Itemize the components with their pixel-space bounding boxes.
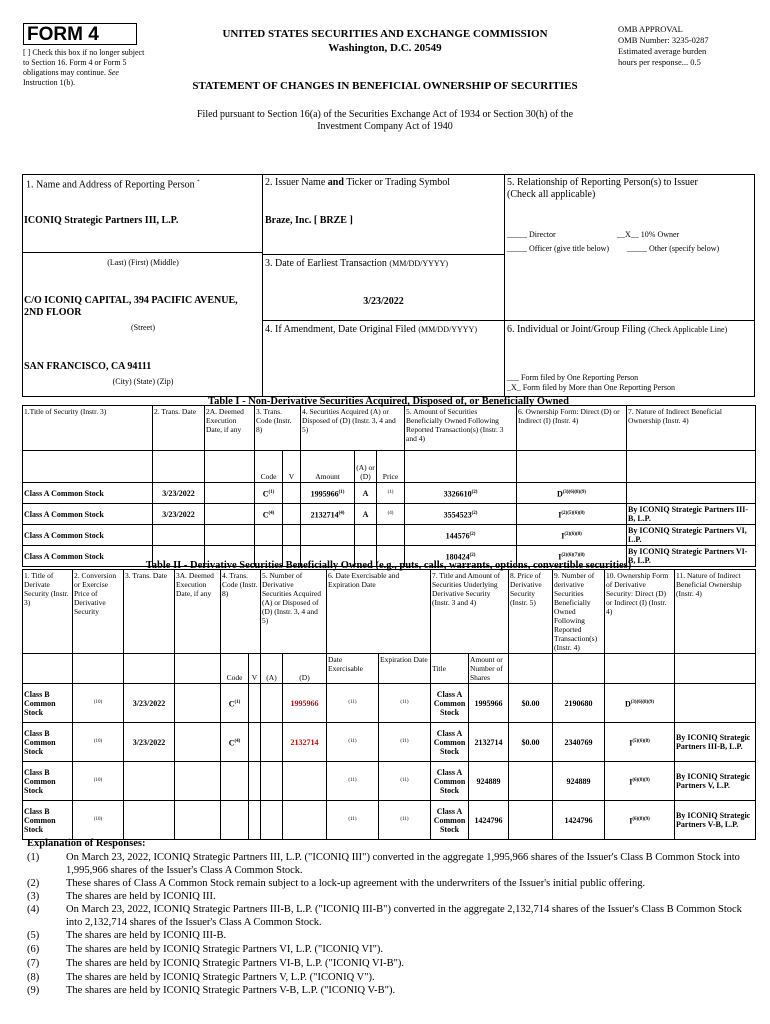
t2-form: $D^{(3)(6)(8)(9)}$ bbox=[605, 684, 675, 723]
t2-form: $I^{(5)(6)(8)}$ bbox=[605, 723, 675, 762]
t1-price: (4) bbox=[377, 504, 405, 525]
t2-exercisable: (11) bbox=[327, 684, 379, 723]
t2-h-number: 5. Number of Derivative Securities Acquired (A) or Disposed of (D) (Instr. 3, 4 and 5) bbox=[261, 570, 327, 654]
t2-code bbox=[221, 762, 249, 801]
officer-checkbox[interactable]: _____ Officer (give title below) bbox=[507, 244, 610, 253]
t1-v bbox=[283, 525, 301, 546]
t2-underlying-shares: 1995966 bbox=[469, 684, 509, 723]
t1-aod: A bbox=[355, 504, 377, 525]
t2-a bbox=[261, 762, 283, 801]
footnote-number: (2) bbox=[27, 878, 40, 889]
t2-form: $I^{(6)(8)(9)}$ bbox=[605, 762, 675, 801]
t1-date: 3/23/2022 bbox=[153, 483, 205, 504]
t2-h-underlying: 7. Title and Amount of Securities Underlying Derivative Security (Instr. 3 and 4) bbox=[431, 570, 509, 654]
t1-aod bbox=[355, 525, 377, 546]
footnote-text: The shares are held by ICONIQ Strategic Partners VI, L.P. ("ICONIQ VI"). bbox=[66, 944, 383, 955]
t1-date bbox=[153, 525, 205, 546]
t1-h-ownership-form: 6. Ownership Form: Direct (D) or Indirect (I) (Instr. 4) bbox=[517, 406, 627, 451]
footnote-text: The shares are held by ICONIQ III. bbox=[66, 891, 216, 902]
t1-h-date: 2. Trans. Date bbox=[153, 406, 205, 451]
t2-h-sub-d: (D) bbox=[283, 654, 327, 684]
footnote-number: (8) bbox=[27, 972, 40, 983]
t2-h-price: 8. Price of Derivative Security (Instr. 5) bbox=[509, 570, 553, 654]
label-issuer: 2. Issuer Name and Ticker or Trading Symbol bbox=[265, 177, 451, 188]
t2-h-nature: 11. Nature of Indirect Beneficial Ownership (Instr. 4) bbox=[675, 570, 756, 654]
t2-nature: By ICONIQ Strategic Partners V-B, L.P. bbox=[675, 801, 756, 840]
t2-price: $0.00 bbox=[509, 684, 553, 723]
t1-h-sub-price: Price bbox=[377, 451, 405, 483]
t2-v bbox=[249, 762, 261, 801]
t2-underlying-shares: 2132714 bbox=[469, 723, 509, 762]
t2-h-title: 1. Title of Derivate Security (Instr. 3) bbox=[23, 570, 73, 654]
t2-date: 3/23/2022 bbox=[124, 723, 175, 762]
t1-h-sub-amount: Amount bbox=[301, 451, 355, 483]
t2-h-sub-shares: Amount or Number of Shares bbox=[469, 654, 509, 684]
t1-price bbox=[377, 525, 405, 546]
t2-a bbox=[261, 801, 283, 840]
footnote-text: The shares are held by ICONIQ Strategic Partners V, L.P. ("ICONIQ V"). bbox=[66, 972, 375, 983]
t1-h-acquired: 4. Securities Acquired (A) or Disposed of (D) (Instr. 3, 4 and 5) bbox=[301, 406, 405, 451]
no-longer-subject-note: [ ] Check this box if no longer subject to Section 16. Form 4 or Form 5 obligations may continue. See Instruction 1(b). bbox=[23, 48, 145, 87]
t1-title: Class A Common Stock bbox=[23, 525, 153, 546]
t2-owned: 2190680 bbox=[553, 684, 605, 723]
footnote-text: The shares are held by ICONIQ III-B. bbox=[66, 930, 227, 941]
t1-price: (1) bbox=[377, 483, 405, 504]
footnote-text: The shares are held by ICONIQ Strategic Partners VI-B, L.P. ("ICONIQ VI-B"). bbox=[66, 958, 404, 969]
t2-owned: 1424796 bbox=[553, 801, 605, 840]
label-filing-type: 6. Individual or Joint/Group Filing (Check Applicable Line) bbox=[507, 324, 728, 335]
omb-approval: OMB APPROVAL OMB Number: 3235-0287 Estimated average burden hours per response... 0.5 bbox=[618, 24, 709, 67]
t1-v bbox=[283, 504, 301, 525]
t1-v bbox=[283, 483, 301, 504]
t1-amount: 1995966$^{(1)}$ bbox=[301, 483, 355, 504]
t2-title: Class B Common Stock bbox=[23, 801, 73, 840]
table-row bbox=[23, 684, 756, 723]
issuer-name: Braze, Inc. [ BRZE ] bbox=[265, 215, 353, 226]
footnote-number: (5) bbox=[27, 930, 40, 941]
t1-owned: 3554523$^{(2)}$ bbox=[405, 504, 517, 525]
earliest-transaction-date: 3/23/2022 bbox=[363, 296, 404, 307]
table1 bbox=[22, 405, 756, 567]
t2-date bbox=[124, 762, 175, 801]
footnote-text: These shares of Class A Common Stock remain subject to a lock-up agreement with the underwriters of the Issuer's initial public offering. bbox=[66, 878, 646, 889]
table-row bbox=[23, 504, 756, 525]
t2-nature: By ICONIQ Strategic Partners V, L.P. bbox=[675, 762, 756, 801]
t2-deemed bbox=[175, 723, 221, 762]
t2-underlying-shares: 924889 bbox=[469, 762, 509, 801]
table-row bbox=[23, 525, 756, 546]
footnote-number: (4) bbox=[27, 904, 40, 915]
t1-nature: By ICONIQ Strategic Partners VI-B, L.P. bbox=[627, 546, 756, 567]
t2-code: $C^{(4)}$ bbox=[221, 723, 249, 762]
name-parts-caption: (Last) (First) (Middle) bbox=[107, 258, 179, 267]
t2-code bbox=[221, 801, 249, 840]
table2-title: Table II - Derivative Securities Beneficially Owned (e.g., puts, calls, warrants, options, convertible securities) bbox=[145, 560, 632, 571]
t2-nature: By ICONIQ Strategic Partners III-B, L.P. bbox=[675, 723, 756, 762]
form-title: FORM 4 bbox=[23, 23, 137, 45]
t1-form: $I^{(2)(6)(7)(8)}$ bbox=[517, 546, 627, 567]
t1-owned: 3326610$^{(2)}$ bbox=[405, 483, 517, 504]
label-earliest-date: 3. Date of Earliest Transaction (MM/DD/YYYY) bbox=[265, 258, 449, 269]
t1-code: $C^{(1)}$ bbox=[255, 483, 283, 504]
t1-h-deemed: 2A. Deemed Execution Date, if any bbox=[205, 406, 255, 451]
t1-aod: A bbox=[355, 483, 377, 504]
t2-conversion: (10) bbox=[73, 801, 124, 840]
t2-d bbox=[283, 762, 327, 801]
t2-date: 3/23/2022 bbox=[124, 684, 175, 723]
t2-h-sub-v: V bbox=[249, 654, 261, 684]
t1-h-sub-aod: (A) or (D) bbox=[355, 451, 377, 483]
table-row bbox=[23, 801, 756, 840]
t2-d: 2132714 bbox=[283, 723, 327, 762]
t2-underlying-shares: 1424796 bbox=[469, 801, 509, 840]
t1-h-sub-v: V bbox=[283, 451, 301, 483]
t1-nature bbox=[627, 483, 756, 504]
t2-h-sub-title: Title bbox=[431, 654, 469, 684]
t2-underlying-title: Class A Common Stock bbox=[431, 684, 469, 723]
t2-expiration: (11) bbox=[379, 723, 431, 762]
footnote-number: (1) bbox=[27, 852, 40, 863]
table-row bbox=[23, 762, 756, 801]
t2-h-sub-expiration: Expiration Date bbox=[379, 654, 431, 684]
t2-h-owned: 9. Number of derivative Securities Beneficially Owned Following Reported Transaction(s) (Instr. 4) bbox=[553, 570, 605, 654]
reporting-address: C/O ICONIQ CAPITAL, 394 PACIFIC AVENUE, 2ND FLOOR bbox=[24, 295, 238, 318]
one-person-option[interactable]: ___ Form filed by One Reporting Person bbox=[507, 373, 639, 382]
t2-v bbox=[249, 801, 261, 840]
statement-title: STATEMENT OF CHANGES IN BENEFICIAL OWNERSHIP OF SECURITIES bbox=[192, 80, 578, 92]
t1-title: Class A Common Stock bbox=[23, 504, 153, 525]
t2-nature bbox=[675, 684, 756, 723]
t2-v bbox=[249, 684, 261, 723]
footnote-number: (7) bbox=[27, 958, 40, 969]
t2-exercisable: (11) bbox=[327, 801, 379, 840]
ten-percent-owner-checkbox[interactable]: __X__ 10% Owner bbox=[617, 230, 680, 239]
t2-title: Class B Common Stock bbox=[23, 762, 73, 801]
agency-name: UNITED STATES SECURITIES AND EXCHANGE COMMISSION bbox=[222, 28, 548, 40]
t2-form: $I^{(6)(8)(9)}$ bbox=[605, 801, 675, 840]
t2-h-sub-a: (A) bbox=[261, 654, 283, 684]
t2-d: 1995966 bbox=[283, 684, 327, 723]
t2-expiration: (11) bbox=[379, 801, 431, 840]
t1-h-sub-code: Code bbox=[255, 451, 283, 483]
footnote-number: (9) bbox=[27, 985, 40, 996]
table-row bbox=[23, 723, 756, 762]
table-row bbox=[23, 483, 756, 504]
reporting-person-name: ICONIQ Strategic Partners III, L.P. bbox=[24, 215, 179, 226]
t1-h-code: 3. Trans. Code (Instr. 8) bbox=[255, 406, 301, 451]
footnote-number: (3) bbox=[27, 891, 40, 902]
t2-price bbox=[509, 762, 553, 801]
footnote-number: (6) bbox=[27, 944, 40, 955]
t1-form: $I^{(2)(5)(6)(8)}$ bbox=[517, 504, 627, 525]
t2-deemed bbox=[175, 801, 221, 840]
reporting-city: SAN FRANCISCO, CA 94111 bbox=[24, 361, 152, 372]
t1-owned: 144576$^{(2)}$ bbox=[405, 525, 517, 546]
t1-amount: 2132714$^{(4)}$ bbox=[301, 504, 355, 525]
t2-v bbox=[249, 723, 261, 762]
t2-price bbox=[509, 801, 553, 840]
t2-deemed bbox=[175, 684, 221, 723]
t2-h-exercisable: 6. Date Exercisable and Expiration Date bbox=[327, 570, 431, 654]
director-checkbox[interactable]: _____ Director bbox=[507, 230, 556, 239]
label-amendment-date: 4. If Amendment, Date Original Filed (MM/DD/YYYY) bbox=[265, 324, 477, 335]
t2-underlying-title: Class A Common Stock bbox=[431, 723, 469, 762]
other-checkbox[interactable]: _____ Other (specify below) bbox=[627, 244, 720, 253]
t2-h-sub-exercisable: Date Exercisable bbox=[327, 654, 379, 684]
t2-h-date: 3. Trans. Date bbox=[124, 570, 175, 654]
t2-underlying-title: Class A Common Stock bbox=[431, 801, 469, 840]
table1-title: Table I - Non-Derivative Securities Acquired, Disposed of, or Beneficially Owned bbox=[208, 396, 569, 407]
label-relationship: 5. Relationship of Reporting Person(s) to Issuer (Check all applicable) bbox=[507, 177, 698, 200]
t2-exercisable: (11) bbox=[327, 762, 379, 801]
t2-expiration: (11) bbox=[379, 684, 431, 723]
label-reporting-person: 1. Name and Address of Reporting Person * bbox=[26, 179, 200, 191]
t1-title: Class A Common Stock bbox=[23, 546, 153, 567]
t2-h-sub-code: Code bbox=[221, 654, 249, 684]
explanation-title: Explanation of Responses: bbox=[27, 838, 146, 849]
t1-code: $C^{(4)}$ bbox=[255, 504, 283, 525]
t2-a bbox=[261, 684, 283, 723]
t1-h-amount-owned: 5. Amount of Securities Beneficially Owned Following Reported Transaction(s) (Instr. 3 and 4) bbox=[405, 406, 517, 451]
t1-h-title: 1.Title of Security (Instr. 3) bbox=[23, 406, 153, 451]
t2-conversion: (10) bbox=[73, 762, 124, 801]
footnote-text: On March 23, 2022, ICONIQ Strategic Partners III-B, L.P. ("ICONIQ III-B") converted in the aggregate 2,132,714 shares of the Issuer's Class B Common Stock into 2,132,714 shares of the Issuer's Class A Common Stock. bbox=[66, 904, 742, 928]
t2-conversion: (10) bbox=[73, 723, 124, 762]
t1-h-nature: 7. Nature of Indirect Beneficial Ownership (Instr. 4) bbox=[627, 406, 756, 451]
t2-price: $0.00 bbox=[509, 723, 553, 762]
t2-h-form: 10. Ownership Form of Derivative Security: Direct (D) or Indirect (I) (Instr. 4) bbox=[605, 570, 675, 654]
t2-owned: 2340769 bbox=[553, 723, 605, 762]
t2-h-deemed: 3A. Deemed Execution Date, if any bbox=[175, 570, 221, 654]
table2 bbox=[22, 569, 756, 840]
t2-date bbox=[124, 801, 175, 840]
more-person-option[interactable]: _X_ Form filed by More than One Reporting Person bbox=[507, 383, 675, 392]
t2-deemed bbox=[175, 762, 221, 801]
t1-deemed bbox=[205, 504, 255, 525]
t1-amount bbox=[301, 525, 355, 546]
footnote-text: On March 23, 2022, ICONIQ Strategic Partners III, L.P. ("ICONIQ III") converted in the aggregate 1,995,966 shares of the Issuer's Class B Common Stock into 1,995,966 shares of the Issuer's Class A Common Stock. bbox=[66, 852, 740, 876]
t2-expiration: (11) bbox=[379, 762, 431, 801]
t1-form: $I^{(2)(6)(8)}$ bbox=[517, 525, 627, 546]
t1-code bbox=[255, 525, 283, 546]
t2-title: Class B Common Stock bbox=[23, 684, 73, 723]
t2-h-conversion: 2. Conversion or Exercise Price of Derivative Security bbox=[73, 570, 124, 654]
t2-title: Class B Common Stock bbox=[23, 723, 73, 762]
t1-title: Class A Common Stock bbox=[23, 483, 153, 504]
t2-d bbox=[283, 801, 327, 840]
t2-a bbox=[261, 723, 283, 762]
filed-pursuant: Filed pursuant to Section 16(a) of the Securities Exchange Act of 1934 or Section 30(h) of the Investment Company Act of 1940 bbox=[196, 109, 574, 132]
t1-nature: By ICONIQ Strategic Partners VI, L.P. bbox=[627, 525, 756, 546]
street-caption: (Street) bbox=[131, 323, 155, 332]
t1-deemed bbox=[205, 483, 255, 504]
t1-owned: 180424$^{(2)}$ bbox=[405, 546, 517, 567]
city-caption: (City) (State) (Zip) bbox=[112, 377, 174, 386]
t2-owned: 924889 bbox=[553, 762, 605, 801]
footnote-text: The shares are held by ICONIQ Strategic Partners V-B, L.P. ("ICONIQ V-B"). bbox=[66, 985, 396, 996]
t1-date: 3/23/2022 bbox=[153, 504, 205, 525]
t1-deemed bbox=[205, 525, 255, 546]
agency-location: Washington, D.C. 20549 bbox=[328, 42, 442, 54]
t1-form: $D^{(3)(6)(8)(9)}$ bbox=[517, 483, 627, 504]
t2-exercisable: (11) bbox=[327, 723, 379, 762]
t2-code: $C^{(1)}$ bbox=[221, 684, 249, 723]
t2-underlying-title: Class A Common Stock bbox=[431, 762, 469, 801]
t2-h-code: 4. Trans. Code (Instr. 8) bbox=[221, 570, 261, 654]
t2-conversion: (10) bbox=[73, 684, 124, 723]
t1-nature: By ICONIQ Strategic Partners III-B, L.P. bbox=[627, 504, 756, 525]
